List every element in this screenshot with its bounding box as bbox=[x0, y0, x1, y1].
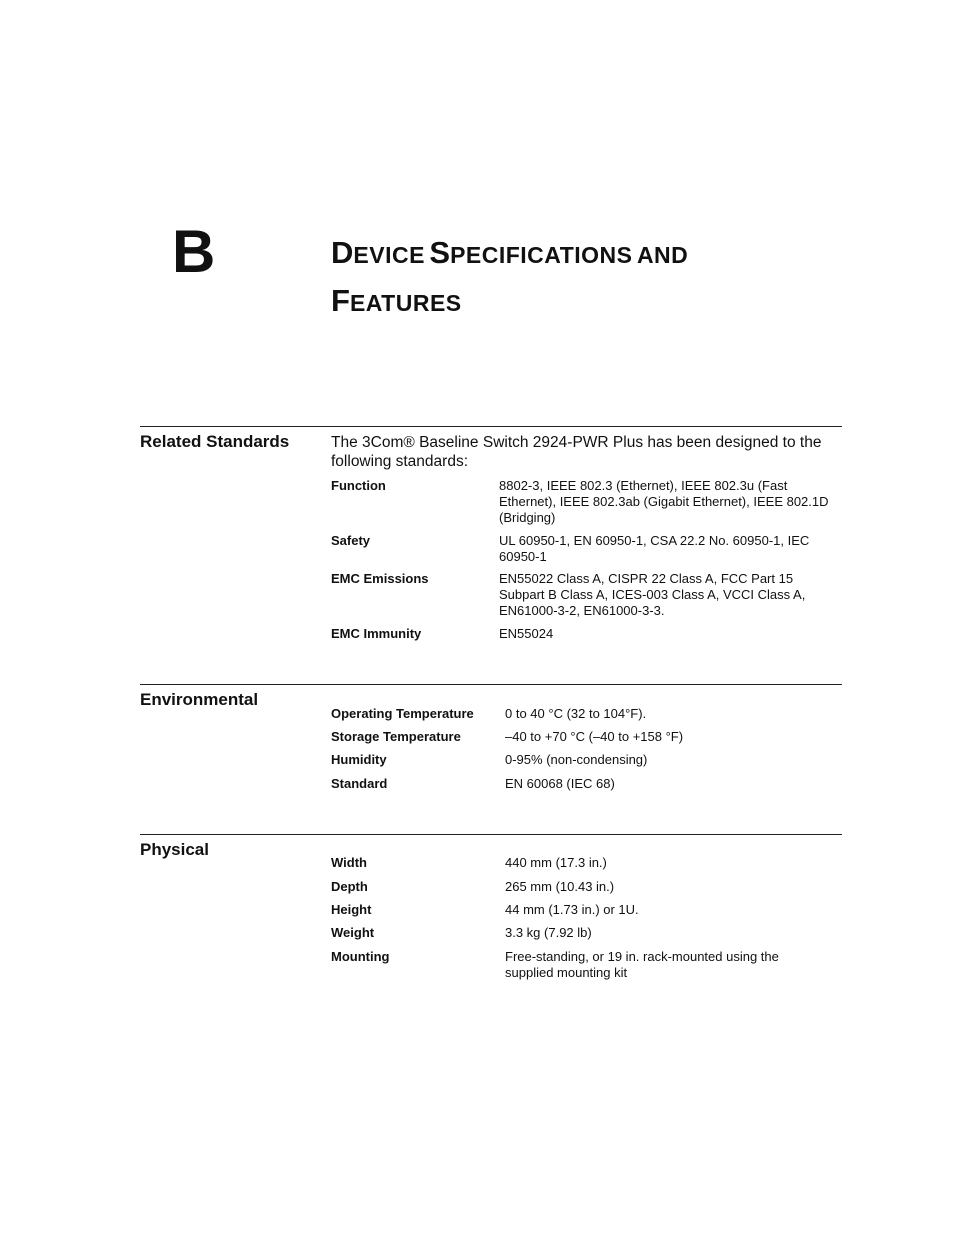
section-heading-related-standards: Related Standards bbox=[140, 432, 290, 451]
title-word: EATURES bbox=[349, 290, 462, 316]
title-word: AND bbox=[636, 242, 689, 268]
spec-key: EMC Immunity bbox=[331, 626, 422, 641]
chapter-title bbox=[331, 232, 851, 328]
spec-key: Weight bbox=[331, 925, 375, 940]
spec-key: Humidity bbox=[331, 752, 387, 767]
section-heading-physical: Physical bbox=[140, 840, 209, 859]
section-divider bbox=[140, 834, 842, 835]
section-heading-environmental: Environmental bbox=[140, 690, 259, 709]
title-cap: F bbox=[331, 283, 350, 318]
spec-value: 0-95% (non-condensing) bbox=[505, 752, 648, 767]
spec-key: Standard bbox=[331, 776, 388, 791]
related-standards-intro: The 3Com® Baseline Switch 2924-PWR Plus has been designed to the following standards: bbox=[331, 434, 822, 470]
spec-key: Depth bbox=[331, 879, 368, 894]
spec-value: UL 60950-1, EN 60950-1, CSA 22.2 No. 60950-1, IEC 60950-1 bbox=[499, 533, 810, 564]
title-cap: S bbox=[429, 235, 451, 270]
spec-value: EN 60068 (IEC 68) bbox=[505, 776, 615, 791]
spec-key: Mounting bbox=[331, 949, 390, 964]
spec-key: Height bbox=[331, 902, 372, 917]
spec-value: 3.3 kg (7.92 lb) bbox=[505, 925, 592, 940]
spec-value: 8802-3, IEEE 802.3 (Ethernet), IEEE 802.3u (Fast Ethernet), IEEE 802.3ab (Gigabit Ethernet), IEEE 802.1D (Bridging) bbox=[499, 478, 829, 525]
spec-value: 440 mm (17.3 in.) bbox=[505, 855, 607, 870]
spec-value: Free-standing, or 19 in. rack-mounted using the supplied mounting kit bbox=[505, 949, 779, 980]
spec-value: 44 mm (1.73 in.) or 1U. bbox=[505, 902, 639, 917]
spec-key: Storage Temperature bbox=[331, 729, 461, 744]
spec-key: Width bbox=[331, 855, 367, 870]
spec-value: EN55024 bbox=[499, 626, 554, 641]
spec-key: Function bbox=[331, 478, 386, 493]
spec-key: Safety bbox=[331, 533, 371, 548]
spec-key: Operating Temperature bbox=[331, 706, 474, 721]
title-word: EVICE bbox=[353, 242, 425, 268]
chapter-letter: B bbox=[172, 218, 216, 285]
chapter-title-line-1 bbox=[331, 232, 851, 280]
spec-key: EMC Emissions bbox=[331, 571, 429, 586]
spec-value: –40 to +70 °C (–40 to +158 °F) bbox=[505, 729, 684, 744]
spec-value: 265 mm (10.43 in.) bbox=[505, 879, 615, 894]
section-divider bbox=[140, 426, 842, 427]
chapter-title-line-2 bbox=[331, 280, 851, 328]
spec-value: EN55022 Class A, CISPR 22 Class A, FCC Part 15 Subpart B Class A, ICES-003 Class A, VCCI Class A, EN61000-3-2, EN61000-3-3. bbox=[499, 571, 806, 618]
title-cap: D bbox=[331, 235, 354, 270]
title-word: PECIFICATIONS bbox=[450, 242, 633, 268]
spec-value: 0 to 40 °C (32 to 104°F). bbox=[505, 706, 647, 721]
section-divider bbox=[140, 684, 842, 685]
